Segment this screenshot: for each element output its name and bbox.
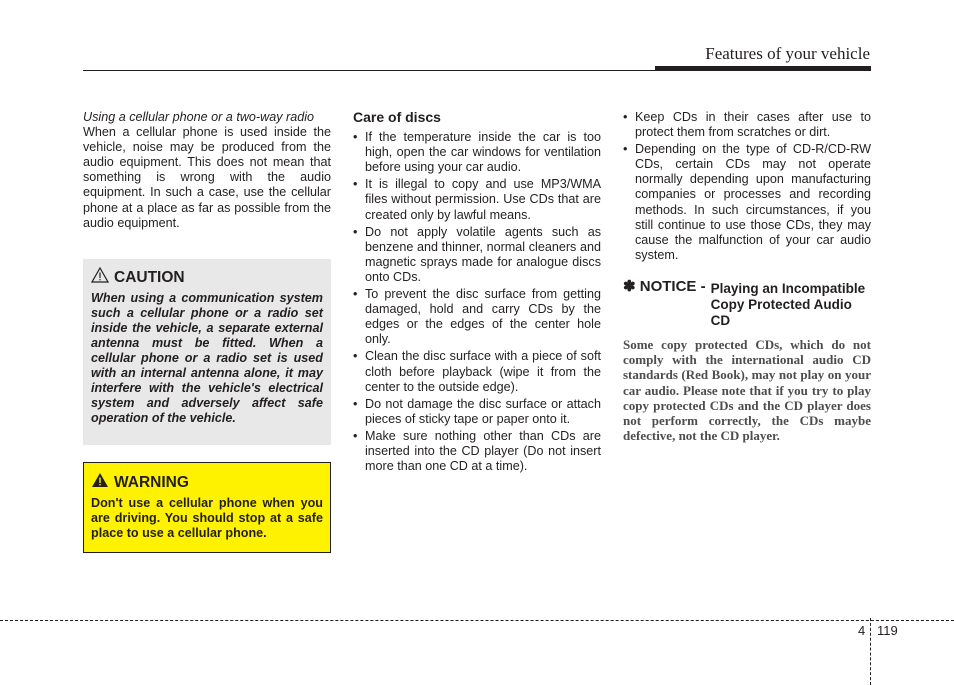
- page-header-title: Features of your vehicle: [705, 44, 870, 63]
- warning-title: WARNING: [114, 473, 189, 491]
- warning-triangle-filled-icon: [91, 472, 109, 493]
- column-left: [83, 110, 331, 231]
- notice-heading: [623, 279, 871, 329]
- care-of-discs-title: Care of discs: [353, 109, 441, 125]
- notice-body: Some copy protected CDs, which do not comply with the international audio CD standards (Red Book), may not play on your car audio. Please note that if you try to play copy protected CDs and the CD player does not perform correctly, the CDs maybe defective, not the CD player.: [623, 336, 871, 444]
- list-item: • Clean the disc surface with a piece of soft cloth before playback (wipe it from the center to the outside edge).: [353, 349, 601, 394]
- warning-triangle-outline-icon: [91, 267, 109, 288]
- page-number: 119: [877, 623, 898, 638]
- column-middle: [353, 110, 601, 476]
- caution-body: When using a communication system such a cellular phone or a radio set inside the vehicle, a separate external antenna must be fitted. When a cellular phone or a radio set is used with an internal antenna alone, it may interfere with the vehicle's electrical system and adversely affect safe operation of the vehicle.: [91, 291, 323, 425]
- list-item: • Depending on the type of CD-R/CD-RW CDs, certain CDs may not operate normally depending upon manufacturing companies or processes and recording methods. In such circumstances, if you still continue to use those CDs, they may cause the malfunction of your car audio system.: [623, 142, 871, 263]
- header-rule: [83, 70, 871, 71]
- list-item: • It is illegal to copy and use MP3/WMA files without permission. Use CDs that are created only by lawful means.: [353, 177, 601, 222]
- cd-bullet-list: [623, 110, 871, 263]
- notice-label: ✽ NOTICE -: [623, 277, 706, 295]
- caution-box: [83, 259, 331, 445]
- list-item: • If the temperature inside the car is too high, open the car windows for ventilation before using your car audio.: [353, 130, 601, 175]
- list-item: • To prevent the disc surface from getting damaged, hold and carry CDs by the edges or the edges of the center hole only.: [353, 287, 601, 347]
- caution-title: CAUTION: [114, 268, 185, 286]
- footer-rule: [0, 620, 954, 621]
- list-item: • Keep CDs in their cases after use to protect them from scratches or dirt.: [623, 110, 871, 140]
- list-item: • Do not apply volatile agents such as benzene and thinner, normal cleaners and magnetic sprays made for analogue discs onto CDs.: [353, 225, 601, 285]
- notice-title: Playing an Incompatible Copy Protected Audio CD: [710, 280, 866, 328]
- chapter-number: 4: [858, 623, 866, 638]
- column-right: [623, 110, 871, 443]
- footer-divider: [870, 618, 871, 685]
- care-bullet-list: [353, 130, 601, 474]
- cellular-subhead: Using a cellular phone or a two-way radio: [83, 110, 315, 124]
- cellular-paragraph: When a cellular phone is used inside the vehicle, noise may be produced from the audio equipment. This does not mean that something is wrong with the audio equipment. In such a case, use the cellular phone at a place as far as possible from the audio equipment.: [83, 125, 331, 230]
- list-item: • Do not damage the disc surface or attach pieces of sticky tape or paper onto it.: [353, 397, 601, 427]
- warning-box: [83, 462, 331, 553]
- list-item: • Make sure nothing other than CDs are inserted into the CD player (Do not insert more than one CD at a time).: [353, 429, 601, 474]
- warning-body: Don't use a cellular phone when you are driving. You should stop at a safe place to use a cellular phone.: [91, 496, 323, 540]
